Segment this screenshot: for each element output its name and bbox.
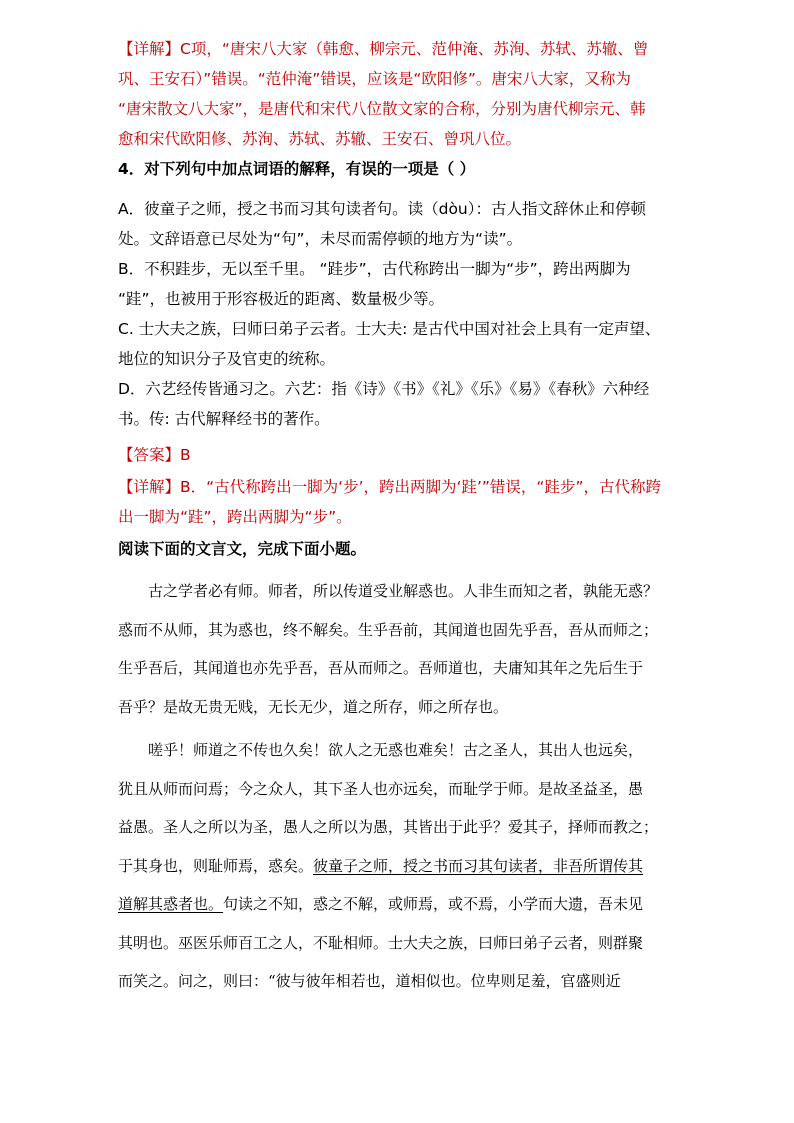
answer-q4 — [118, 440, 678, 470]
reading-instruction — [118, 534, 678, 564]
explanation-q3 — [118, 34, 678, 154]
passage-line — [118, 847, 678, 886]
option-line: B．不积跬步，无以至千里。 “跬步”，古代称跨出一脚为“步”，跨出两脚为 — [118, 260, 631, 278]
passage-line: 其明也。巫医乐师百工之人，不耻相师。士大夫之族，曰师曰弟子云者，则群聚 — [118, 933, 644, 952]
passage-paragraph-2 — [118, 731, 678, 1001]
option-line: 处。文辞语意已尽处为“句”，未尽而需停顿的地方为“读”。 — [118, 230, 523, 248]
explain-tag: 【详解】 — [118, 478, 181, 496]
explain-line: 愈和宋代欧阳修、苏洵、苏轼、苏辙、王安石、曾巩八位。 — [118, 130, 522, 148]
passage-line: 生乎吾后，其闻道也亦先乎吾，吾从而师之。吾师道也，夫庸知其年之先后生于 — [118, 659, 644, 677]
passage-line: 惑而不从师，其为惑也，终不解矣。生乎吾前，其闻道也固先乎吾，吾从而师之； — [118, 620, 659, 639]
explain-line: “唐宋散文八大家”，是唐代和宋代八位散文家的合称，分别为唐代柳宗元、韩 — [118, 100, 646, 118]
passage-line: 古之学者必有师。师者，所以传道受业解惑也。人非生而知之者，孰能无惑？ — [148, 582, 659, 600]
underlined-sentence: 道解其惑者也。 — [118, 895, 224, 913]
option-line: D．六艺经传皆通习之。六艺：指《诗》《书》《礼》《乐》《易》《春秋》六种经 — [118, 380, 650, 398]
explain-line: C项，“唐宋八大家（韩愈、柳宗元、范仲淹、苏洵、苏轼、苏辙、曾 — [180, 40, 649, 58]
question-4-options — [118, 194, 678, 434]
passage-paragraph-1 — [118, 572, 678, 726]
answer-tag: 【答案】 — [118, 446, 181, 464]
instruction-text: 阅读下面的文言文，完成下面小题。 — [118, 540, 367, 558]
passage-text: 句读之不知，惑之不解，或师焉，或不焉，小学而大遗，吾未见 — [223, 895, 644, 913]
option-line: 书。传: 古代解释经书的著作。 — [118, 410, 330, 428]
explain-line: B．“古代称跨出一脚为‘步’，跨出两脚为‘跬’”错误，“跬步”，古代称跨 — [180, 478, 661, 496]
passage-line — [118, 885, 678, 924]
question-stem: 4．对下列句中加点词语的解释，有误的一项是（ ） — [118, 160, 476, 178]
explanation-q4 — [118, 472, 678, 532]
explain-tag: 【详解】 — [118, 40, 181, 58]
option-line: A．彼童子之师，授之书而习其句读者句。读（dòu）：古人指文辞休止和停顿 — [118, 200, 647, 218]
passage-line: 益愚。圣人之所以为圣，愚人之所以为愚，其皆出于此乎？爱其子，择师而教之； — [118, 818, 659, 836]
underlined-sentence: 彼童子之师，授之书而习其句读者，非吾所谓传其 — [313, 856, 644, 875]
passage-text: 于其身也，则耻师焉，惑矣。 — [118, 856, 314, 875]
explain-line: 出一脚为“跬”，跨出两脚为“步”。 — [118, 508, 352, 526]
question-4 — [118, 154, 678, 184]
passage-line: 犹且从师而问焉；今之众人，其下圣人也亦远矣，而耻学于师。是故圣益圣，愚 — [118, 779, 644, 798]
option-line: C. 士大夫之族，曰师曰弟子云者。士大夫: 是古代中国对社会上具有一定声望、 — [118, 320, 661, 338]
option-line: 地位的知识分子及官吏的统称。 — [118, 350, 336, 368]
passage-line: 而笑之。问之，则曰：“彼与彼年相若也，道相似也。位卑则足羞，官盛则近 — [118, 972, 621, 990]
passage-line: 嗟乎！师道之不传也久矣！欲人之无惑也难矣！古之圣人，其出人也远矣， — [148, 741, 644, 759]
explain-line: 巩、王安石）”错误。“范仲淹”错误，应该是“欧阳修”。唐宋八大家，又称为 — [118, 70, 631, 88]
passage-line: 吾乎？是故无贵无贱，无长无少，道之所存，师之所存也。 — [118, 697, 509, 716]
option-line: “跬”，也被用于形容极近的距离、数量极少等。 — [118, 290, 445, 308]
answer-value: B — [180, 446, 191, 464]
